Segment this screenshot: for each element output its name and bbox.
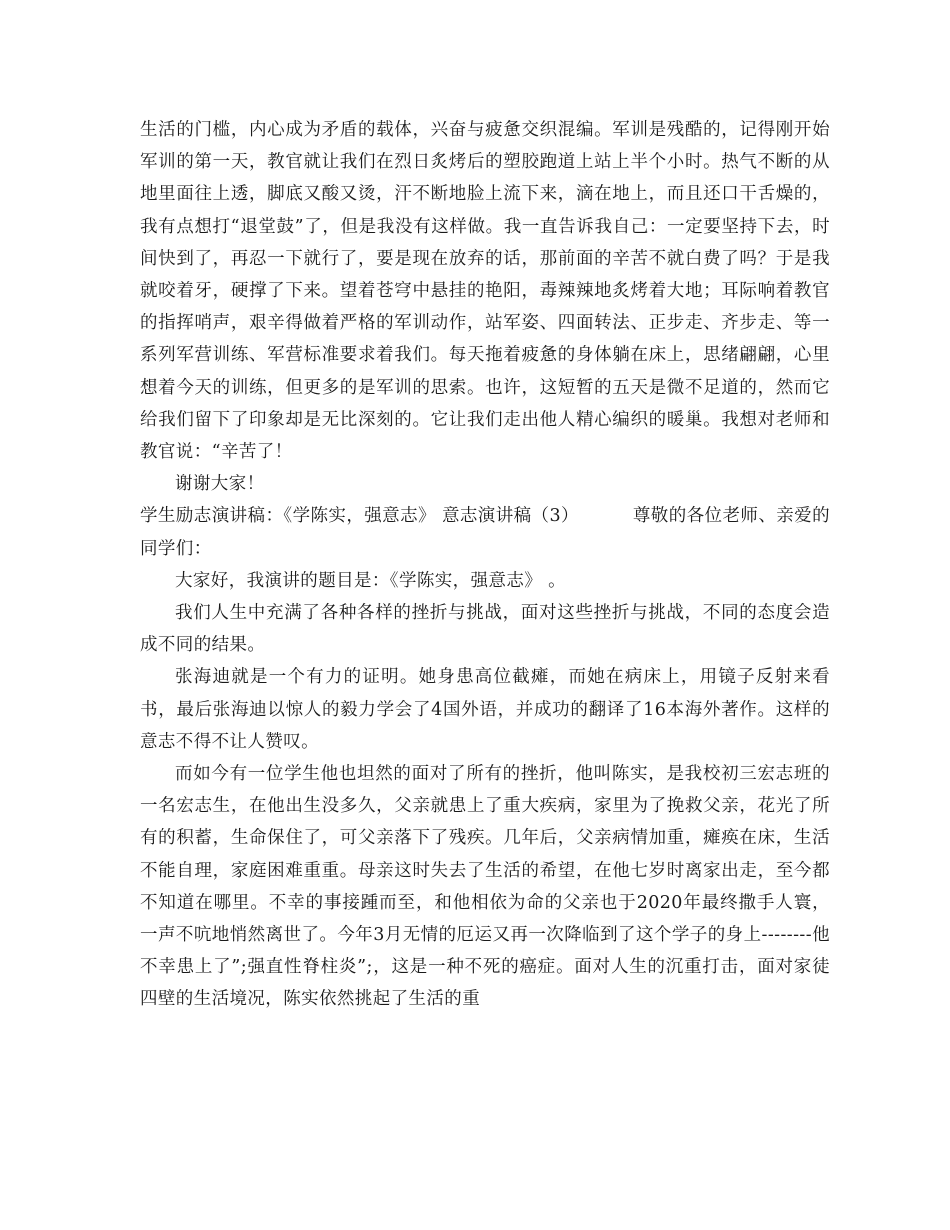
- paragraph-speech-heading: 学生励志演讲稿：《学陈实，强意志》 意志演讲稿（3） 尊敬的各位老师、亲爱的同学们：: [140, 506, 830, 559]
- paragraph-challenges: 我们人生中充满了各种各样的挫折与挑战，面对这些挫折与挑战，不同的态度会造成不同的结果。: [140, 603, 830, 656]
- paragraph-zhang-haidi: 张海迪就是一个有力的证明。她身患高位截瘫，而她在病床上，用镜子反射来看书，最后张海迪以惊人的毅力学会了4国外语，并成功的翻译了16本海外著作。这样的意志不得不让人赞叹。: [140, 667, 830, 752]
- paragraph-thanks: 谢谢大家！: [175, 474, 265, 495]
- paragraph-chen-shi: 而如今有一位学生他也坦然的面对了所有的挫折，他叫陈实，是我校初三宏志班的一名宏志生，在他出生没多久，父亲就患上了重大疾病，家里为了挽救父亲，花光了所有的积蓄，生命保住了，可父亲落下了残疾。几年后，父亲病情加重，瘫痪在床，生活不能自理，家庭困难重重。母亲这时失去了生活的希望，在他七岁时离家出走，至今都不知道在哪里。不幸的事接踵而至，和他相依为命的父亲也于2020年最终撒手人寰，一声不吭地悄然离世了。今年3月无情的厄运又再一次降临到了这个学子的身上--------他不幸患上了”;强直性脊柱炎”;，这是一种不死的癌症。面对人生的沉重打击，面对家徒四壁的生活境况，陈实依然挑起了生活的重: [140, 764, 830, 1010]
- paragraph-military-training: 生活的门槛，内心成为矛盾的载体，兴奋与疲惫交织混编。军训是残酷的，记得刚开始军训的第一天，教官就让我们在烈日炙烤后的塑胶跑道上站上半个小时。热气不断的从地里面往上透，脚底又酸又烫，汗不断地脸上流下来，滴在地上，而且还口干舌燥的，我有点想打“退堂鼓”了，但是我没有这样做。我一直告诉我自己：一定要坚持下去，时间快到了，再忍一下就行了，要是现在放弃的话，那前面的辛苦不就白费了吗？于是我就咬着牙，硬撑了下来。望着苍穹中悬挂的艳阳，毒辣辣地炙烤着大地；耳际响着教官的指挥哨声，艰辛得做着严格的军训动作，站军姿、四面转法、正步走、齐步走、等一系列军营训练、军营标准要求着我们。每天拖着疲惫的身体躺在床上，思绪翩翩，心里想着今天的训练，但更多的是军训的思索。也许，这短暂的五天是微不足道的，然而它给我们留下了印象却是无比深刻的。它让我们走出他人精心编织的暖巢。我想对老师和教官说：“辛苦了！: [140, 120, 830, 463]
- document-page: [140, 114, 830, 1016]
- paragraph-greeting: 大家好，我演讲的题目是：《学陈实，强意志》 。: [175, 570, 567, 591]
